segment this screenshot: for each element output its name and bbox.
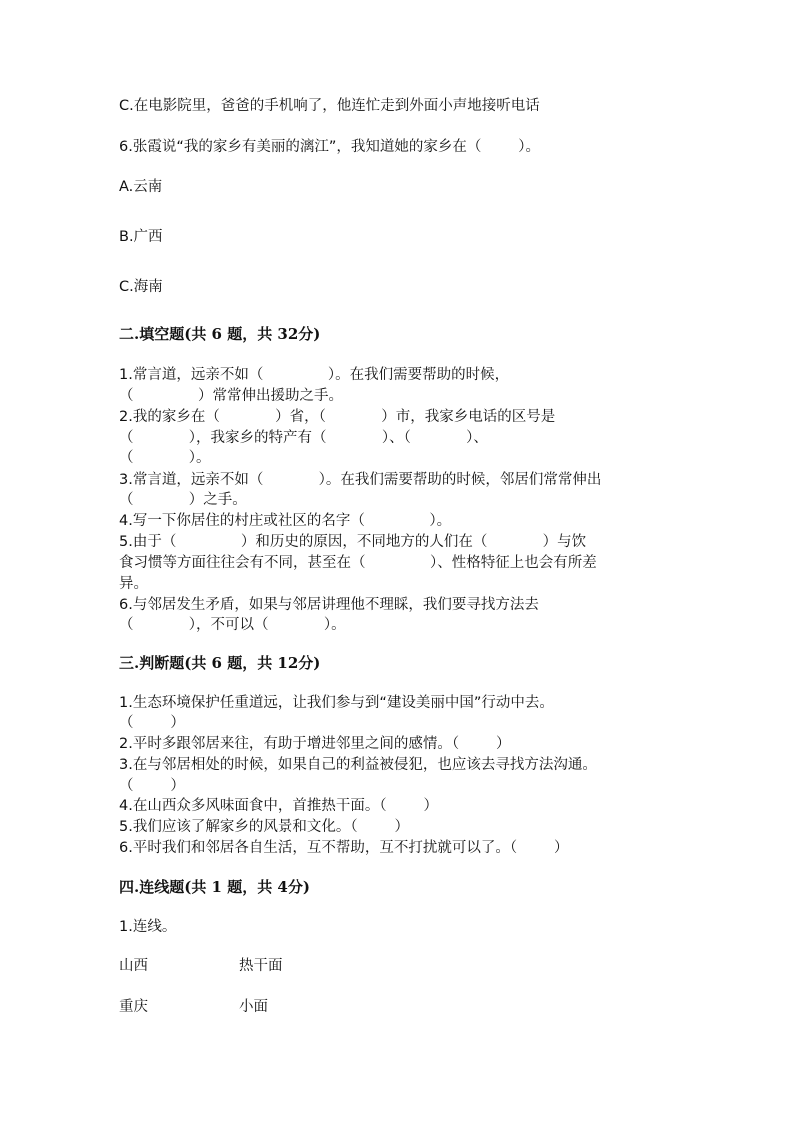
fill-5-line-1: 5.由于（ ）和历史的原因，不同地方的人们在（ ）与饮 — [119, 534, 587, 550]
question-6: 6.张霞说“我的家乡有美丽的漓江”，我知道她的家乡在（ ）。 — [119, 139, 540, 155]
connect-left-1: 山西 — [119, 958, 148, 974]
fill-6-line-2: （ ），不可以（ ）。 — [119, 617, 346, 633]
judge-3-line-1: 3.在与邻居相处的时候，如果自己的利益被侵犯，也应该去寻找方法沟通。 — [119, 757, 597, 773]
fill-1-line-2: （ ）常常伸出援助之手。 — [119, 388, 344, 404]
judge-5: 5.我们应该了解家乡的风景和文化。（ ） — [119, 819, 409, 835]
fill-5-line-2: 食习惯等方面往往会有不同，甚至在（ ）、性格特征上也会有所差 — [119, 555, 597, 571]
judge-1-line-1: 1.生态环境保护任重道远，让我们参与到“建设美丽中国”行动中去。 — [119, 695, 554, 711]
section-2-heading: 二.填空题(共 6 题，共 32分) — [119, 325, 321, 343]
fill-2-line-2: （ ），我家乡的特产有（ ）、（ ）、 — [119, 430, 488, 446]
fill-1-line-1: 1.常言道，远亲不如（ ）。在我们需要帮助的时候， — [119, 367, 510, 383]
judge-2: 2.平时多跟邻居来往，有助于增进邻里之间的感情。（ ） — [119, 736, 511, 752]
connect-right-1: 热干面 — [239, 958, 283, 974]
judge-1-line-2: （ ） — [119, 715, 185, 731]
option-a: A.云南 — [119, 179, 163, 195]
fill-3-line-2: （ ）之手。 — [119, 492, 247, 508]
judge-3-line-2: （ ） — [119, 778, 185, 794]
option-c-prev: C.在电影院里，爸爸的手机响了，他连忙走到外面小声地接听电话 — [119, 98, 540, 114]
option-b: B.广西 — [119, 229, 163, 245]
section-3-heading: 三.判断题(共 6 题，共 12分) — [119, 654, 321, 672]
section-4-heading: 四.连线题(共 1 题，共 4分) — [119, 878, 310, 896]
option-c: C.海南 — [119, 279, 163, 295]
fill-4: 4.写一下你居住的村庄或社区的名字（ ）。 — [119, 513, 452, 529]
connect-1: 1.连线。 — [119, 919, 177, 935]
fill-5-line-3: 异。 — [119, 576, 148, 592]
connect-right-2: 小面 — [239, 999, 268, 1015]
judge-4: 4.在山西众多风味面食中，首推热干面。（ ） — [119, 798, 438, 814]
fill-2-line-1: 2.我的家乡在（ ）省，（ ）市，我家乡电话的区号是 — [119, 409, 556, 425]
connect-left-2: 重庆 — [119, 999, 148, 1015]
fill-3-line-1: 3.常言道，远亲不如（ ）。在我们需要帮助的时候，邻居们常常伸出 — [119, 472, 602, 488]
judge-6: 6.平时我们和邻居各自生活，互不帮助，互不打扰就可以了。（ ） — [119, 840, 569, 856]
fill-6-line-1: 6.与邻居发生矛盾，如果与邻居讲理他不理睬，我们要寻找方法去 — [119, 597, 539, 613]
fill-2-line-3: （ ）。 — [119, 450, 211, 466]
